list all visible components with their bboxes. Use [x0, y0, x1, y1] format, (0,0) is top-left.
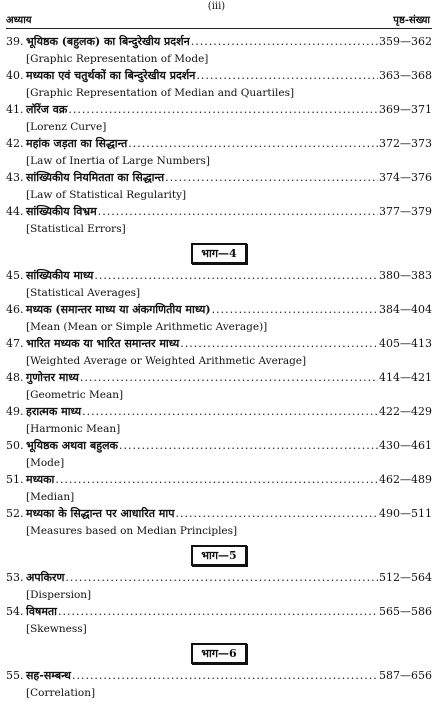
english-title: [Law of Inertia of Large Numbers] — [26, 155, 210, 167]
chapter-number: 55. — [6, 669, 24, 682]
chapter-number: 44. — [6, 205, 24, 218]
chapter-title: भारित मध्यक या भारित समान्तर माध्य — [26, 337, 180, 350]
toc-entry[interactable] — [6, 170, 432, 204]
page-range: 430—461 — [379, 439, 432, 452]
english-title: [Graphic Representation of Mode] — [26, 53, 209, 65]
english-title: [Mean (Mean or Simple Arithmetic Average)] — [26, 321, 268, 333]
part-label: भाग—6 — [191, 643, 246, 664]
part-label: भाग—4 — [191, 243, 246, 264]
toc-entry[interactable] — [6, 336, 432, 370]
entry-title-row — [6, 438, 432, 455]
entry-title-row — [6, 68, 432, 85]
dot-leader — [82, 405, 378, 418]
chapter-title: मध्यका एवं चतुर्थकों का बिन्दुरेखीय प्रदर्शन — [26, 69, 196, 82]
entry-title-row — [6, 506, 432, 523]
dot-leader — [80, 371, 378, 384]
page-range: 359—362 — [379, 35, 432, 48]
entry-title-row — [6, 34, 432, 51]
chapter-title: लॉरेंज वक्र — [26, 103, 68, 116]
page-range: 374—376 — [379, 171, 432, 184]
page-column-label: पृष्ठ-संख्या — [393, 15, 430, 26]
part-heading — [6, 642, 432, 664]
english-title: [Dispersion] — [26, 589, 92, 601]
english-title: [Statistical Averages] — [26, 287, 141, 299]
toc-entry[interactable] — [6, 68, 432, 102]
dot-leader — [72, 669, 378, 682]
page-range: 405—413 — [379, 337, 432, 350]
chapter-column-label: अध्याय — [6, 15, 32, 26]
chapter-number: 48. — [6, 371, 24, 384]
english-title: [Statistical Errors] — [26, 223, 126, 235]
chapter-title: मध्यक (समान्तर माध्य या अंकगणितीय माध्य) — [26, 303, 211, 316]
english-title: [Graphic Representation of Median and Quartiles] — [26, 87, 295, 99]
toc-entry[interactable] — [6, 570, 432, 604]
toc-entry[interactable] — [6, 204, 432, 238]
page-number: (iii) — [207, 1, 226, 12]
dot-leader — [196, 69, 378, 82]
entry-title-row — [6, 136, 432, 153]
chapter-number: 47. — [6, 337, 24, 350]
toc-entry[interactable] — [6, 34, 432, 68]
chapter-title: मध्यका — [26, 473, 55, 486]
dot-leader — [98, 205, 378, 218]
chapter-number: 49. — [6, 405, 24, 418]
entry-title-row — [6, 404, 432, 421]
entry-title-row — [6, 102, 432, 119]
dot-leader — [58, 605, 378, 618]
chapter-title: सह-सम्बन्ध — [26, 669, 71, 682]
chapter-number: 45. — [6, 269, 24, 282]
page-range: 565—586 — [379, 605, 432, 618]
english-title: [Harmonic Mean] — [26, 423, 121, 435]
toc-entry[interactable] — [6, 604, 432, 638]
entry-title-row — [6, 268, 432, 285]
chapter-title: विषमता — [26, 605, 58, 618]
entry-title-row — [6, 170, 432, 187]
dot-leader — [165, 171, 378, 184]
page-range: 363—368 — [379, 69, 432, 82]
chapter-number: 46. — [6, 303, 24, 316]
dot-leader — [191, 35, 378, 48]
page-range: 369—371 — [379, 103, 432, 116]
english-title: [Correlation] — [26, 687, 96, 699]
header-rule — [6, 28, 432, 29]
english-title: [Lorenz Curve] — [26, 121, 107, 133]
page-range: 422—429 — [379, 405, 432, 418]
chapter-number: 40. — [6, 69, 24, 82]
chapter-number: 42. — [6, 137, 24, 150]
chapter-title: सांख्यिकीय माध्य — [26, 269, 94, 282]
dot-leader — [175, 507, 378, 520]
dot-leader — [119, 439, 378, 452]
toc-entry[interactable] — [6, 102, 432, 136]
chapter-title: अपकिरण — [26, 571, 65, 584]
chapter-number: 39. — [6, 35, 24, 48]
chapter-title: सांख्यिकीय विभ्रम — [26, 205, 97, 218]
toc-entry[interactable] — [6, 302, 432, 336]
page-range: 512—564 — [379, 571, 432, 584]
chapter-number: 52. — [6, 507, 24, 520]
toc-entry[interactable] — [6, 472, 432, 506]
chapter-number: 54. — [6, 605, 24, 618]
dot-leader — [128, 137, 378, 150]
chapter-title: भूयिष्ठक अथवा बहुलक — [26, 439, 118, 452]
page-range: 462—489 — [379, 473, 432, 486]
entry-title-row — [6, 336, 432, 353]
entry-title-row — [6, 570, 432, 587]
dot-leader — [65, 571, 378, 584]
entry-title-row — [6, 604, 432, 621]
toc-entry[interactable] — [6, 370, 432, 404]
dot-leader — [94, 269, 378, 282]
chapter-number: 53. — [6, 571, 24, 584]
toc-entry[interactable] — [6, 506, 432, 540]
dot-leader — [68, 103, 378, 116]
page-range: 414—421 — [379, 371, 432, 384]
chapter-title: मध्यका के सिद्धान्त पर आधारित माप — [26, 507, 175, 520]
dot-leader — [212, 303, 378, 316]
entry-title-row — [6, 370, 432, 387]
toc-list — [6, 34, 432, 702]
english-title: [Median] — [26, 491, 75, 503]
toc-entry[interactable] — [6, 404, 432, 438]
chapter-title: गुणोत्तर माध्य — [26, 371, 79, 384]
dot-leader — [55, 473, 378, 486]
page-range: 380—383 — [379, 269, 432, 282]
part-heading — [6, 544, 432, 566]
entry-title-row — [6, 668, 432, 685]
page-range: 384—404 — [379, 303, 432, 316]
toc-entry[interactable] — [6, 136, 432, 170]
english-title: [Law of Statistical Regularity] — [26, 189, 187, 201]
toc-entry[interactable] — [6, 668, 432, 702]
entry-title-row — [6, 204, 432, 221]
entry-title-row — [6, 302, 432, 319]
english-title: [Weighted Average or Weighted Arithmetic Average] — [26, 355, 307, 367]
part-heading — [6, 242, 432, 264]
dot-leader — [180, 337, 378, 350]
chapter-title: सांख्यिकीय नियमितता का सिद्धान्त — [26, 171, 165, 184]
part-label: भाग—5 — [191, 545, 246, 566]
page-range: 587—656 — [379, 669, 432, 682]
toc-entry[interactable] — [6, 438, 432, 472]
entry-title-row — [6, 472, 432, 489]
toc-entry[interactable] — [6, 268, 432, 302]
page-range: 372—373 — [379, 137, 432, 150]
page-range: 377—379 — [379, 205, 432, 218]
chapter-number: 43. — [6, 171, 24, 184]
english-title: [Mode] — [26, 457, 65, 469]
chapter-title: भूयिष्ठक (बहुलक) का बिन्दुरेखीय प्रदर्शन — [26, 35, 190, 48]
toc-header — [6, 12, 432, 26]
chapter-title: महांक जड़ता का सिद्धान्त — [26, 137, 128, 150]
chapter-number: 41. — [6, 103, 24, 116]
english-title: [Geometric Mean] — [26, 389, 124, 401]
chapter-title: हरात्मक माध्य — [26, 405, 82, 418]
english-title: [Measures based on Median Principles] — [26, 525, 238, 537]
english-title: [Skewness] — [26, 623, 87, 635]
chapter-number: 50. — [6, 439, 24, 452]
page-range: 490—511 — [379, 507, 432, 520]
chapter-number: 51. — [6, 473, 24, 486]
